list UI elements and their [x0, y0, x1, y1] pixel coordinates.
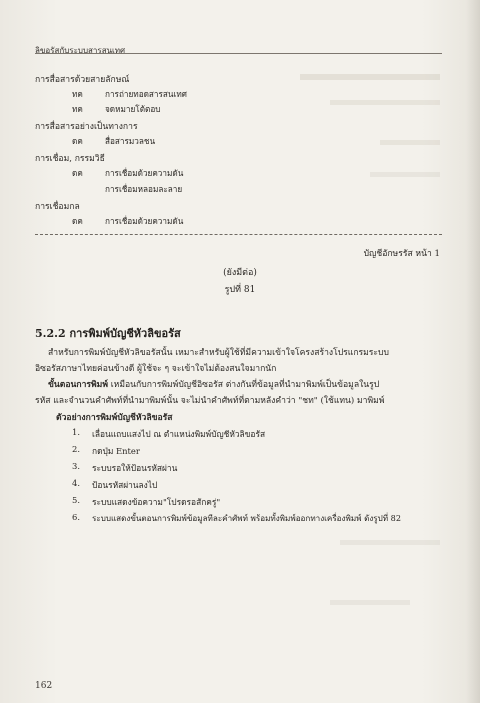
bleed-through	[370, 172, 440, 177]
list-term: จดหมายโต้ตอบ	[105, 104, 161, 114]
steps-intro-text: เหมือนกับการพิมพ์บัญชีอิซอรัส ต่างกันที่ข้อมูลที่นำมาพิมพ์เป็นข้อมูลในรูป	[110, 380, 380, 390]
list-abbr: ดค	[72, 168, 83, 178]
list-term: การเชื่อมด้วยความดัน	[105, 216, 184, 226]
step-number: 2.	[72, 444, 80, 454]
list-end-rule	[35, 234, 442, 235]
step-number: 1.	[72, 427, 80, 437]
section-heading	[35, 324, 181, 342]
paragraph-line: อิซอรัสภาษาไทยค่อนข้างดี ผู้ใช้จะ ๆ จะเข้าใจไม่ต้องสนใจมากนัก	[35, 364, 277, 374]
list-head: การเชื่อมกล	[35, 202, 80, 212]
example-title: ตัวอย่างการพิมพ์บัญชีหัวลิขอรัส	[56, 413, 173, 423]
figure-caption: รูปที่ 81	[224, 285, 256, 295]
list-head: การเชื่อม, กรรมวิธี	[35, 154, 105, 164]
paragraph-line: สำหรับการพิมพ์บัญชีหัวลิขอรัสนั้น เหมาะสำหรับผู้ใช้ที่มีความเข้าใจโครงสร้างโปรแกรมระบบ	[48, 348, 389, 358]
step-number: 3.	[72, 461, 80, 471]
page-gutter-shadow	[466, 0, 480, 703]
step-text: เลื่อนแถบแสงไป ณ ตำแหน่งพิมพ์บัญชีหัวลิขอรัส	[92, 429, 266, 439]
bleed-through	[300, 74, 440, 80]
header-rule	[35, 53, 442, 54]
steps-intro-label: ขั้นตอนการพิมพ์	[48, 380, 109, 390]
bleed-through	[340, 540, 440, 545]
step-text: ระบบรอให้ป้อนรหัสผ่าน	[92, 463, 178, 473]
step-number: 4.	[72, 478, 80, 488]
footer-reference: บัญชีอักษรรัส หน้า 1	[363, 249, 440, 259]
step-text: ระบบแสดงข้อความ"โปรดรอสักครู่"	[92, 497, 221, 507]
section-number: 5.2.2	[35, 327, 66, 340]
list-term: การเชื่อมหลอมละลาย	[105, 184, 183, 194]
list-term: สื่อสารมวลชน	[105, 136, 156, 146]
bleed-through	[330, 600, 410, 605]
list-head: การสื่อสารอย่างเป็นทางการ	[35, 122, 138, 132]
step-text: กดปุ่ม Enter	[92, 446, 140, 456]
list-term: การถ่ายทอดสารสนเทศ	[105, 89, 187, 99]
step-text: ป้อนรหัสผ่านลงไป	[92, 480, 158, 490]
page-number: 162	[35, 681, 53, 691]
list-abbr: ทค	[72, 89, 83, 99]
bleed-through	[330, 100, 440, 105]
steps-intro-line	[48, 377, 379, 391]
running-header: ลิขอรัสกับระบบสารสนเทศ	[35, 46, 126, 55]
list-abbr: ดค	[72, 136, 83, 146]
section-title: การพิมพ์บัญชีหัวลิขอรัส	[69, 327, 181, 340]
bleed-through	[380, 140, 440, 145]
list-abbr: ทค	[72, 104, 83, 114]
step-number: 5.	[72, 495, 80, 505]
list-term: การเชื่อมด้วยความดัน	[105, 168, 184, 178]
paragraph-line: รหัส และจำนวนคำศัพท์ที่นำมาพิมพ์นั้น จะไม่นำคำศัพท์ที่ตามหลังคำว่า "ชท" (ใช้แทน) มาพิมพ์	[35, 396, 385, 406]
list-head: การสื่อสารด้วยสายลักษณ์	[35, 75, 130, 85]
list-abbr: ดค	[72, 216, 83, 226]
continued-note: (ยังมีต่อ)	[223, 268, 257, 278]
step-text: ระบบแสดงขั้นตอนการพิมพ์ข้อมูลทีละคำศัพท์ พร้อมทั้งพิมพ์ออกทางเครื่องพิมพ์ ดังรูปที่ 82	[92, 513, 401, 523]
step-number: 6.	[72, 512, 80, 522]
